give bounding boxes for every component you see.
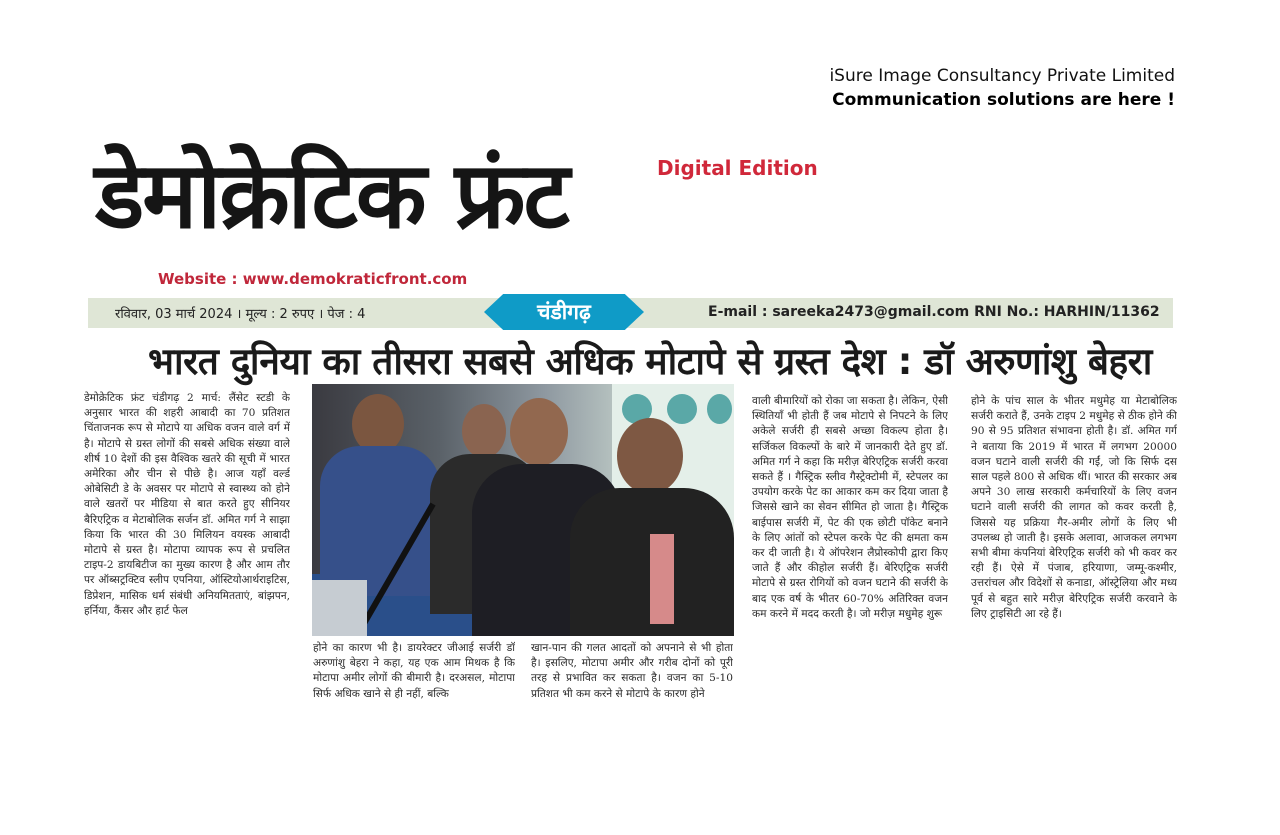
website-link: Website : www.demokraticfront.com xyxy=(158,270,468,288)
edition-label: Digital Edition xyxy=(657,156,818,180)
city-label: चंडीगढ़ xyxy=(537,300,591,324)
newspaper-masthead: डेमोक्रेटिक फ्रंट xyxy=(95,142,568,249)
article-headline: भारत दुनिया का तीसरा सबसे अधिक मोटापे से ग्रस्त देश : डॉ अरुणांशु बेहरा xyxy=(148,340,1152,383)
consultancy-header xyxy=(755,66,1175,116)
article-column-3: खान-पान की गलत आदतों को अपनाने से भी होता है। इसलिए, मोटापा अमीर और गरीब दोनों को पूरी तरह से प्रभावित कर सकता है। वजन का 5-10 प्रतिशत भी कम करने से मोटापे के कारण होने xyxy=(531,642,733,700)
consultancy-tagline: Communication solutions are here ! xyxy=(832,90,1175,110)
article-column-5: होने के पांच साल के भीतर मधुमेह या मेटाबोलिक सर्जरी कराते हैं, उनके टाइप 2 मधुमेह से ठीक होने की 90 से 95 प्रतिशत संभावना होती है। डॉ. अमित गर्ग ने बताया कि 2019 में भारत में लगभग 20000 वजन घटाने वाली सर्जरी की गईं, जो कि सिर्फ दस साल पहले 800 से अधिक थीं। भारत की सरकार अब अपने 30 लाख सरकारी कर्मचारियों के लिए वजन घटाने वाली सर्जरी की लागत को कवर करती है, जिससे यह प्रक्रिया गैर-अमीर लोगों के लिए भी उपलब्ध हो जाती है। इसके अलावा, आजकल लगभग सभी बीमा कंपनियां बेरिएट्रिक सर्जरी को भी कवर कर रही हैं। ऐसे में पंजाब, हरियाणा, जम्मू-कश्मीर, उत्तरांचल और विदेशों से कनाडा, ऑस्ट्रेलिया और मध्य पूर्व से बहुत सारे मरीज़ बेरिएट्रिक सर्जरी करवाने के लिए ट्राइसिटी आ रहे हैं। xyxy=(971,395,1177,620)
email-rni: E-mail : sareeka2473@gmail.com RNI No.: HARHIN/11362 xyxy=(708,304,1160,320)
press-conference-photo xyxy=(312,384,734,636)
article-column-4: वाली बीमारियों को रोका जा सकता है। लेकिन, ऐसी स्थितियाँ भी होती हैं जब मोटापे से निपटने के लिए अकेले सर्जरी ही सबसे अच्छा विकल्प होता है। सर्जिकल विकल्पों के बारे में जानकारी देते हुए डॉ. अमित गर्ग ने कहा कि मरीज़ बेरिएट्रिक सर्जरी करवा सकते हैं । गैस्ट्रिक स्लीव गैस्ट्रेक्टोमी में, स्टेपलर का उपयोग करके पेट का आकार कम कर दिया जाता है जिससे खाने का सेवन सीमित हो जाता है। गैस्ट्रिक बाईपास सर्जरी में, पेट की एक छोटी पॉकेट बनाने के लिए आंतों को स्टेपल करके पेट की क्षमता कम कर दी जाती है। ये ऑपरेशन लैप्रोस्कोपी द्वारा किए जाते हैं और कीहोल सर्जरी हैं। बेरिएट्रिक सर्जरी मोटापे से ग्रस्त रोगियों को वजन घटाने की सर्जरी के बाद एक वर्ष के भीतर 60-70% अतिरिक्त वजन कम करने में मदद करती है। जो मरीज़ मधुमेह शुरू xyxy=(752,395,948,620)
date-price-page: रविवार, 03 मार्च 2024 । मूल्य : 2 रुपए । पेज : 4 xyxy=(115,307,366,322)
article-column-2: होने का कारण भी है। डायरेक्टर जीआई सर्जरी डॉ अरुणांशु बेहरा ने कहा, यह एक आम मिथक है कि मोटापा अमीर लोगों की बीमारी है। दरअसल, मोटापा सिर्फ अधिक खाने से ही नहीं, बल्कि xyxy=(313,642,515,700)
consultancy-name: iSure Image Consultancy Private Limited xyxy=(829,66,1175,86)
article-column-1: डेमोक्रेटिक फ्रंट चंडीगढ़ 2 मार्च: लैंसेट स्टडी के अनुसार भारत की शहरी आबादी का 70 प्रतिशत चिंताजनक रूप से मोटापे या अधिक वजन वाले वर्ग में है। मोटापे से ग्रस्त लोगों की सबसे अधिक संख्या वाले शीर्ष 10 देशों की इस वैश्विक खतरे की सूची में भारत अमेरिका और चीन से पीछे है। आज यहाँ वर्ल्ड ओबेसिटी डे के अवसर पर मोटापे से स्वास्थ्य को होने वाले खतरों पर मीडिया से बात करते हुए सीनियर बैरिएट्रिक व मेटाबोलिक सर्जन डॉ. अमित गर्ग ने साझा किया कि भारत की 30 मिलियन वयस्क आबादी मोटापे से ग्रस्त है। मोटापा व्यापक रूप से प्रचलित टाइप-2 डायबिटीज का मुख्य कारण है और आम तौर पर ऑब्सट्रक्टिव स्लीप एपनिया, ऑस्टियोआर्थराइटिस, डिप्रेशन, मासिक धर्म संबंधी अनियमितताएं, बांझपन, हर्निया, कैंसर और हार्ट फेल xyxy=(84,392,290,617)
